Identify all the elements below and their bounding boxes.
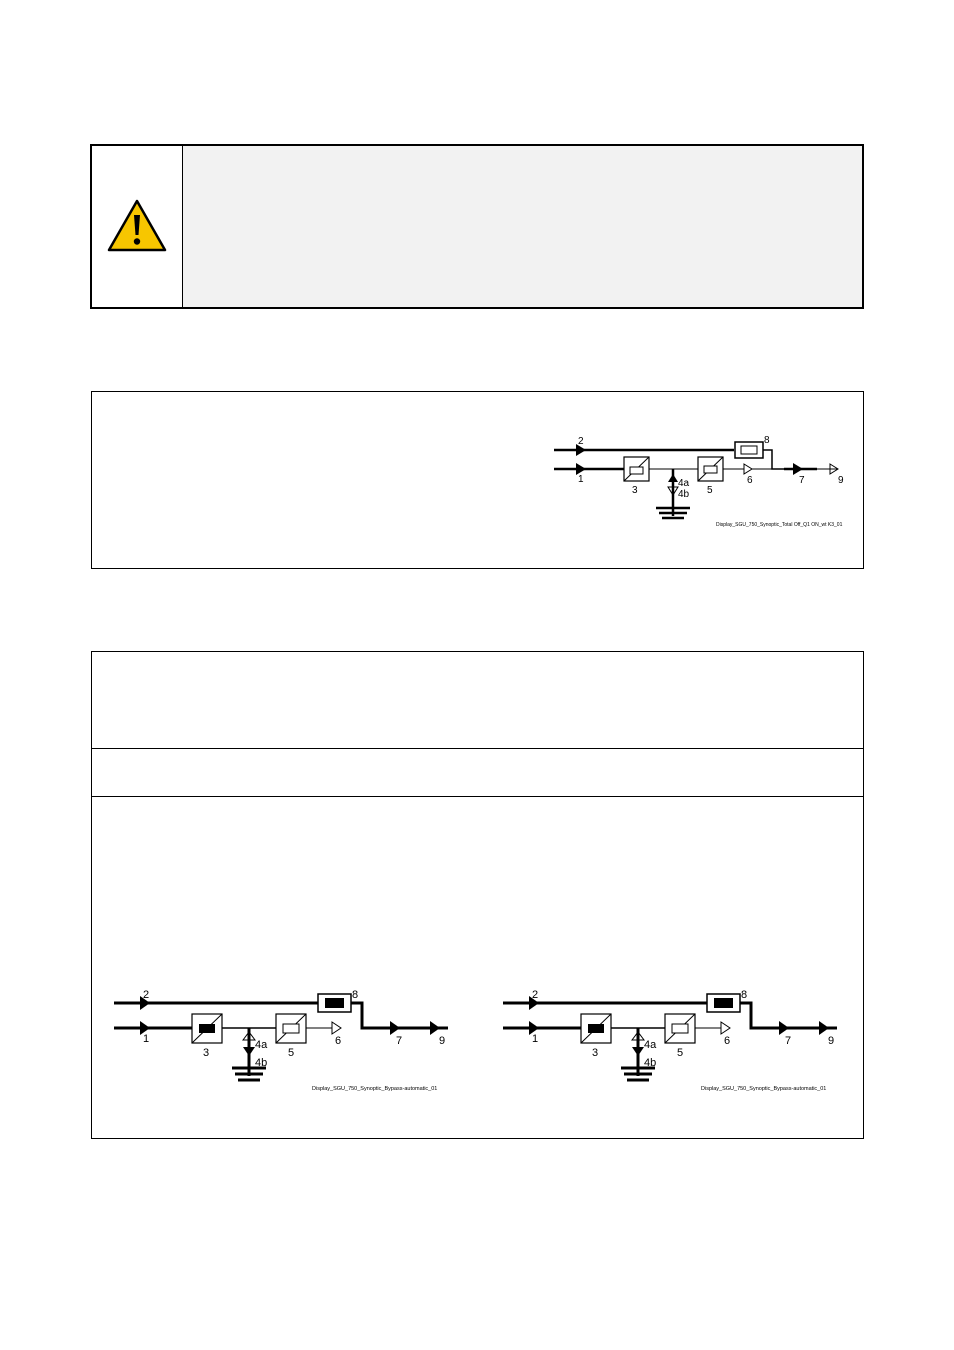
total-off-box xyxy=(91,391,864,569)
row-divider xyxy=(92,796,863,797)
label-2: 2 xyxy=(143,989,150,1001)
label-3: 3 xyxy=(632,485,638,496)
bypass-left-synoptic-diagram xyxy=(112,984,457,1096)
label-3: 3 xyxy=(592,1047,599,1059)
label-4b: 4b xyxy=(678,489,690,500)
label-9: 9 xyxy=(838,475,844,486)
bypass-automatic-box xyxy=(91,651,864,1139)
total-off-synoptic-diagram xyxy=(552,430,852,536)
label-8: 8 xyxy=(764,435,770,446)
label-6: 6 xyxy=(747,475,753,486)
label-7: 7 xyxy=(799,475,805,486)
label-6: 6 xyxy=(724,1035,731,1047)
diagram-caption: Display_SGU_750_Synoptic_Bypass-automatic_01 xyxy=(312,1086,438,1092)
label-5: 5 xyxy=(288,1047,295,1059)
label-2: 2 xyxy=(578,436,584,447)
warning-triangle-icon xyxy=(106,198,168,254)
label-5: 5 xyxy=(677,1047,684,1059)
label-1: 1 xyxy=(578,474,584,485)
label-7: 7 xyxy=(396,1035,403,1047)
label-4b: 4b xyxy=(644,1057,657,1069)
label-8: 8 xyxy=(352,989,359,1001)
label-2: 2 xyxy=(532,989,539,1001)
label-4a: 4a xyxy=(255,1039,268,1051)
warning-icon-cell xyxy=(92,146,183,307)
label-4b: 4b xyxy=(255,1057,268,1069)
label-1: 1 xyxy=(532,1033,539,1045)
row-divider xyxy=(92,748,863,749)
label-4a: 4a xyxy=(678,478,690,489)
label-8: 8 xyxy=(741,989,748,1001)
label-9: 9 xyxy=(439,1035,446,1047)
label-5: 5 xyxy=(707,485,713,496)
label-6: 6 xyxy=(335,1035,342,1047)
warning-box xyxy=(90,144,864,309)
label-4a: 4a xyxy=(644,1039,657,1051)
label-1: 1 xyxy=(143,1033,150,1045)
bypass-right-synoptic-diagram xyxy=(501,984,846,1096)
label-9: 9 xyxy=(828,1035,835,1047)
diagram-caption: Display_SGU_750_Synoptic_Bypass-automatic_01 xyxy=(701,1086,827,1092)
label-3: 3 xyxy=(203,1047,210,1059)
label-7: 7 xyxy=(785,1035,792,1047)
diagram-caption: Display_SGU_750_Synoptic_Total Off_Q1 ON_wt K3_01 xyxy=(716,522,843,528)
